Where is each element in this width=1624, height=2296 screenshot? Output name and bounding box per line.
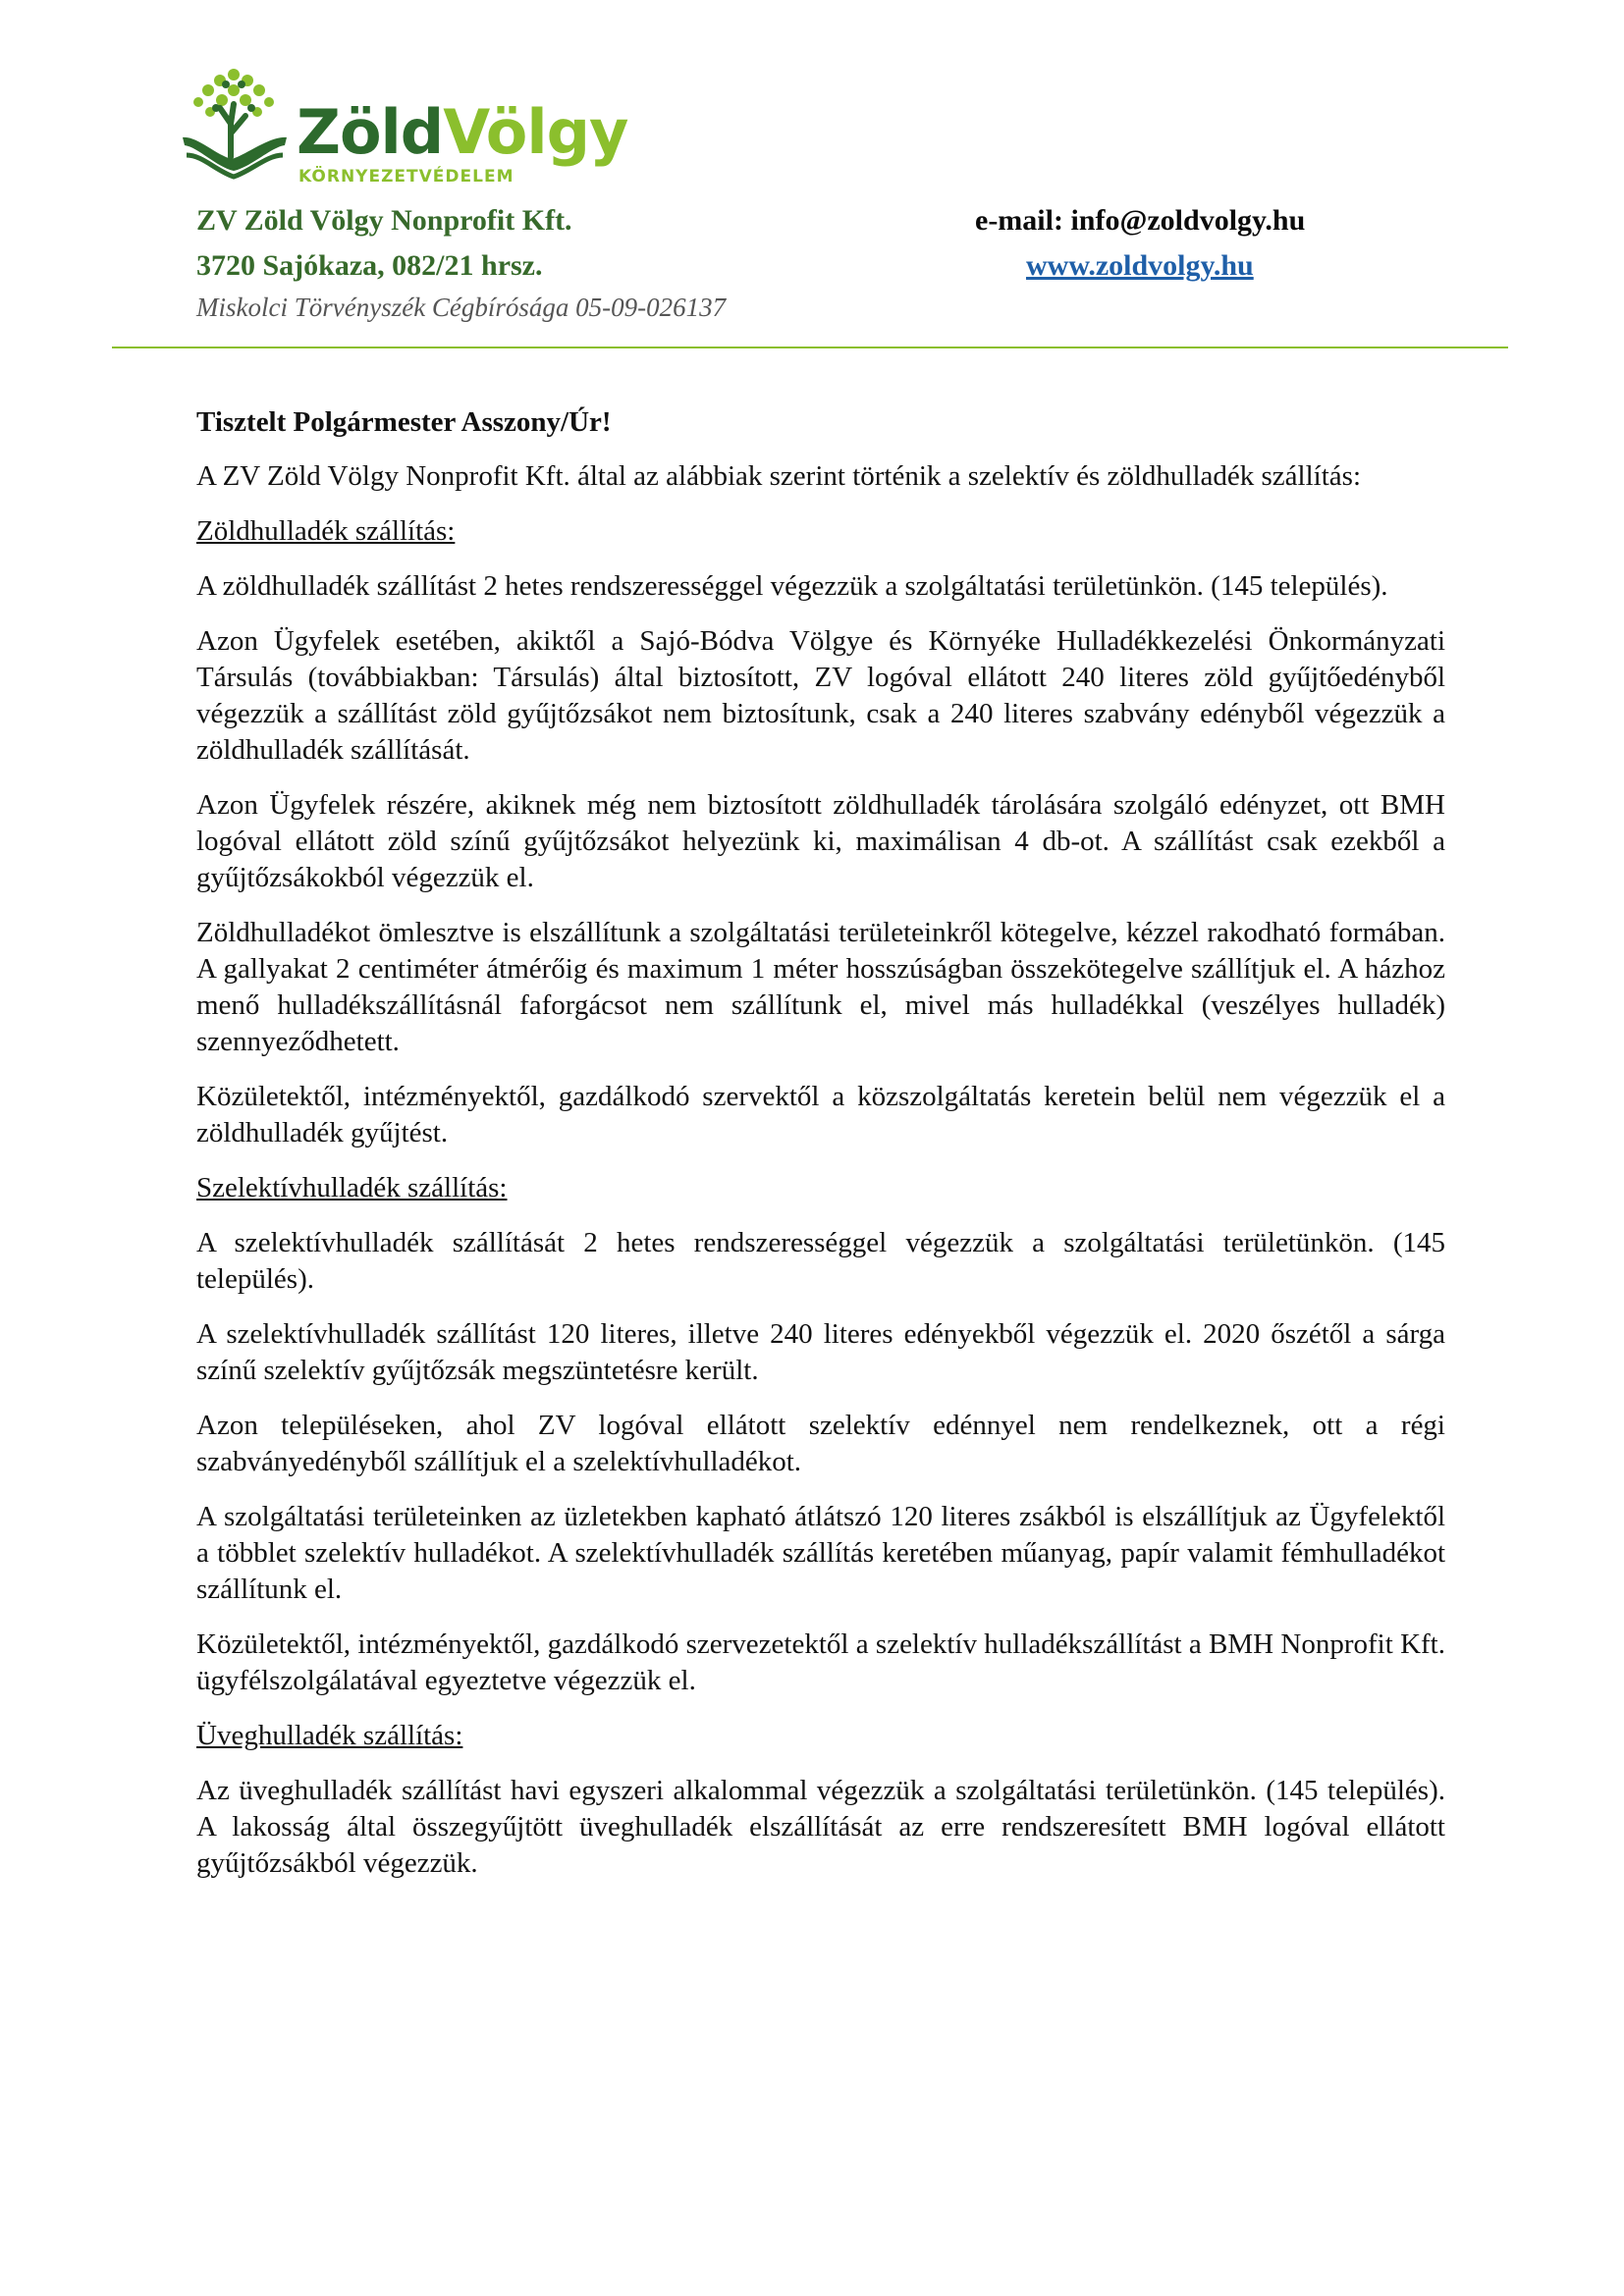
website-link[interactable]: www.zoldvolgy.hu	[1026, 249, 1254, 282]
paragraph: A szelektívhulladék szállítást 120 literes, illetve 240 literes edényekből végezzük el. 2020 őszétől a sárga színű szelektív gyűjtőzsák megszüntetésre került.	[196, 1318, 1445, 1386]
company-logo	[177, 65, 668, 190]
letter-body	[196, 404, 1445, 1900]
paragraph: A szelektívhulladék szállítását 2 hetes rendszerességgel végezzük a szolgáltatási területünkön. (145 település).	[196, 1227, 1445, 1295]
logo-wordmark: ZöldVölgy	[297, 96, 628, 168]
intro-paragraph: A ZV Zöld Völgy Nonprofit Kft. által az alábbiak szerint történik a szelektív és zöldhulladék szállítás:	[196, 460, 1361, 492]
company-name: ZV Zöld Völgy Nonprofit Kft.	[196, 204, 572, 237]
paragraph: Azon Ügyfelek részére, akiknek még nem biztosított zöldhulladék tárolására szolgáló edényzet, ott BMH logóval ellátott zöld színű gyűjtőzsákot helyezünk ki, maximálisan 4 db-ot. A szállítást csak ezekből a gyűjtőzsákokból végezzük el.	[196, 789, 1445, 893]
header-divider	[112, 347, 1508, 348]
paragraph: A zöldhulladék szállítást 2 hetes rendszerességgel végezzük a szolgáltatási területünkön. (145 település).	[196, 570, 1388, 602]
paragraph: Az üveghulladék szállítást havi egyszeri alkalommal végezzük a szolgáltatási területünkön. (145 település). A lakosság által összegyűjtött üveghulladék elszállítását az erre rendszeresített BMH logóval ellátott gyűjtőzsákból végezzük.	[196, 1775, 1445, 1879]
tree-in-hands-icon	[177, 65, 293, 183]
court-registration: Miskolci Törvényszék Cégbírósága 05-09-026137	[196, 293, 727, 322]
company-address: 3720 Sajókaza, 082/21 hrsz.	[196, 249, 543, 282]
paragraph: Zöldhulladékot ömlesztve is elszállítunk a szolgáltatási területeinkről kötegelve, kézzel rakodható formában. A gallyakat 2 centiméter átmérőig és maximum 1 méter hosszúságban összekötegelve szállítjuk el. A házhoz menő hulladékszállításnál faforgácsot nem szállítunk el, mivel más hulladékkal (veszélyes hulladék) szennyeződhetett.	[196, 917, 1445, 1057]
paragraph: Azon Ügyfelek esetében, akiktől a Sajó-Bódva Völgye és Környéke Hulladékkezelési Önkormányzati Társulás (továbbiakban: Társulás) által biztosított, ZV logóval ellátott 240 literes zöld gyűjtőedényből végezzük a szállítást zöld gyűjtőzsákot nem biztosítunk, csak a 240 literes szabvány edényből végezzük a zöldhulladék szállítását.	[196, 625, 1445, 766]
email-address: e-mail: info@zoldvolgy.hu	[975, 204, 1306, 237]
logo-subtitle: KÖRNYEZETVÉDELEM	[298, 167, 514, 187]
section-heading-green-waste: Zöldhulladék szállítás:	[196, 515, 456, 547]
paragraph: Közületektől, intézményektől, gazdálkodó szervezetektől a szelektív hulladékszállítást a BMH Nonprofit Kft. ügyfélszolgálatával egyeztetve végezzük el.	[196, 1629, 1445, 1696]
section-heading-glass-waste: Üveghulladék szállítás:	[196, 1720, 463, 1751]
paragraph: Közületektől, intézményektől, gazdálkodó szervektől a közszolgáltatás keretein belül nem végezzük el a zöldhulladék gyűjtést.	[196, 1081, 1445, 1148]
section-heading-selective-waste: Szelektívhulladék szállítás:	[196, 1172, 508, 1203]
paragraph: Azon településeken, ahol ZV logóval ellátott szelektív edénnyel nem rendelkeznek, ott a régi szabványedényből szállítjuk el a szelektívhulladékot.	[196, 1410, 1445, 1477]
salutation: Tisztelt Polgármester Asszony/Úr!	[196, 406, 612, 438]
paragraph: A szolgáltatási területeinken az üzletekben kapható átlátszó 120 literes zsákból is elszállítjuk az Ügyfelektől a többlet szelektív hulladékot. A szelektívhulladék szállítás keretében műanyag, papír valamit fémhulladékot szállítunk el.	[196, 1501, 1445, 1605]
